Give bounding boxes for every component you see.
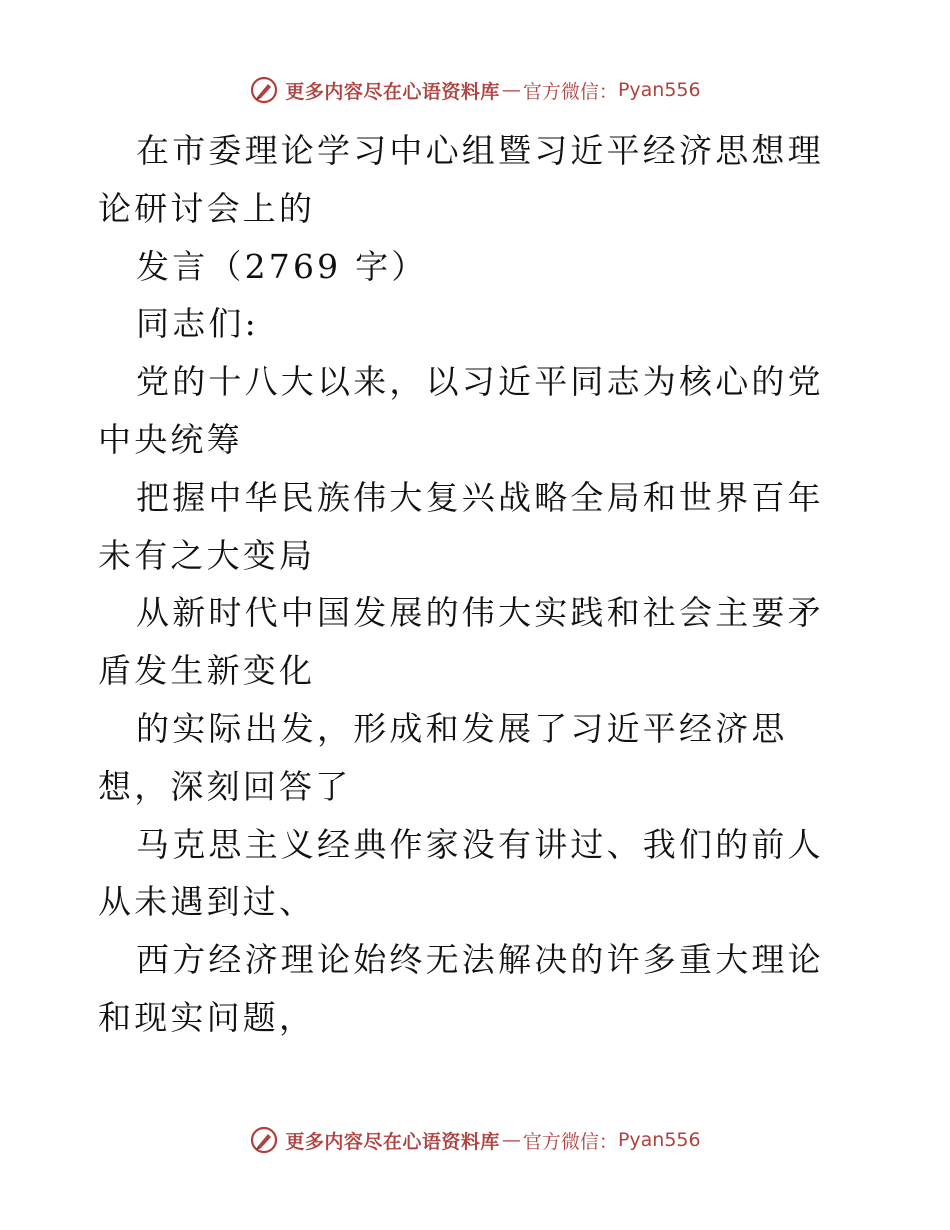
banner-wechat-id: Pyan556 — [617, 1129, 701, 1151]
banner-slogan: 更多内容尽在心语资料库 — [285, 1130, 500, 1153]
paragraph: 发言（2769 字） — [136, 246, 428, 286]
paragraph: 同志们: — [136, 304, 259, 344]
banner-dash: — — [501, 1129, 521, 1151]
banner-wechat-id: Pyan556 — [617, 79, 701, 101]
document-body — [98, 122, 858, 1047]
banner-dash: — — [501, 79, 521, 101]
header-banner — [0, 70, 950, 110]
paragraph: 在市委理论学习中心组暨习近平经济思想理论研讨会上的 — [98, 131, 824, 228]
footer-banner — [0, 1120, 950, 1160]
banner-wechat-label: 官方微信： — [522, 80, 618, 103]
paragraph: 党的十八大以来，以习近平同志为核心的党中央统筹 — [98, 362, 824, 459]
paragraph: 马克思主义经典作家没有讲过、我们的前人从未遇到过、 — [98, 824, 824, 922]
banner-slogan: 更多内容尽在心语资料库 — [285, 80, 500, 103]
pen-logo-icon — [249, 1125, 279, 1155]
paragraph: 把握中华民族伟大复兴战略全局和世界百年未有之大变局 — [98, 477, 824, 575]
paragraph: 的实际出发，形成和发展了习近平经济思想，深刻回答了 — [98, 708, 788, 806]
paragraph: 从新时代中国发展的伟大实践和社会主要矛盾发生新变化 — [98, 593, 824, 691]
pen-logo-icon — [249, 75, 279, 105]
paragraph: 西方经济理论始终无法解决的许多重大理论和现实问题， — [98, 940, 824, 1037]
banner-wechat-label: 官方微信： — [522, 1130, 618, 1153]
